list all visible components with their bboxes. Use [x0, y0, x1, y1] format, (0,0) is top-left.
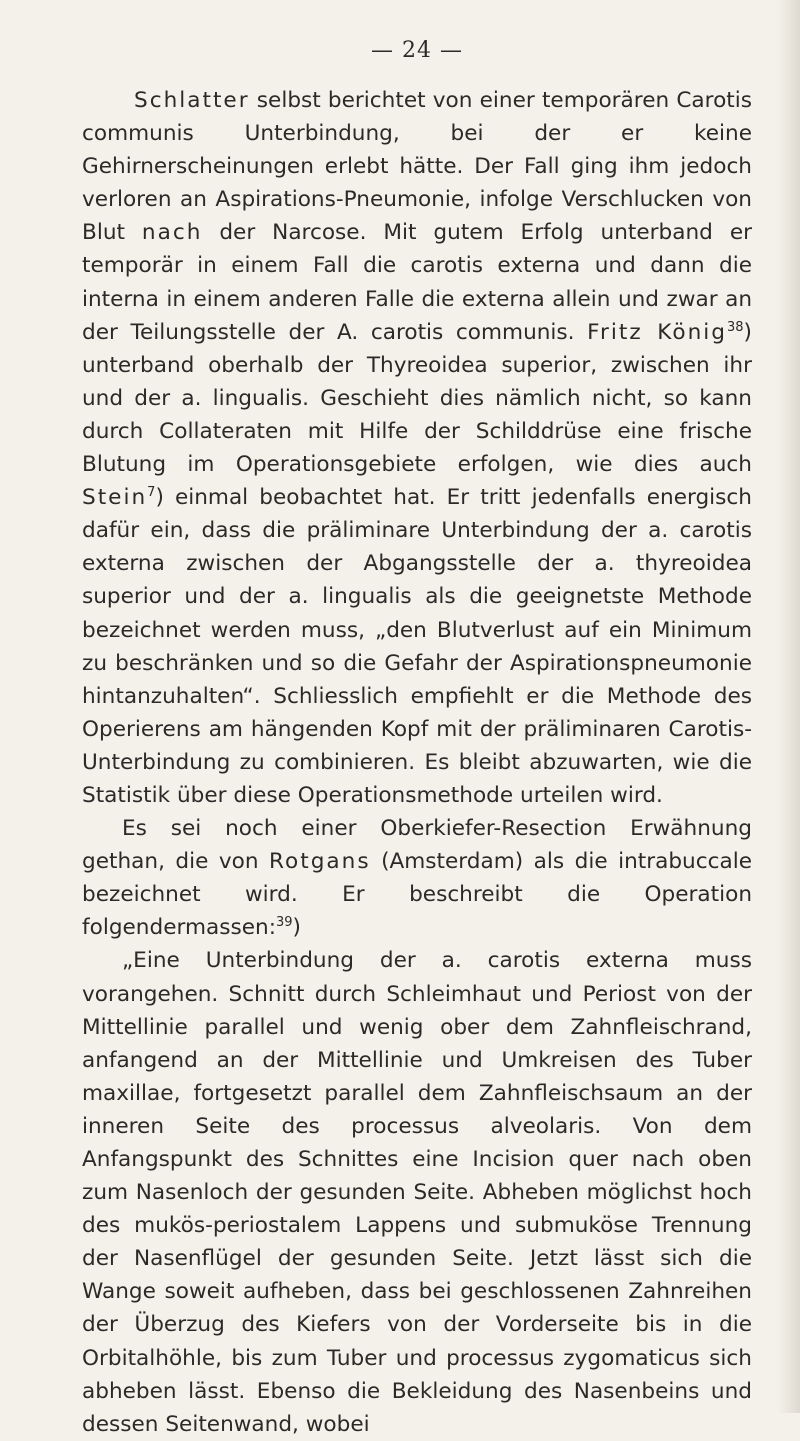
footnote-ref: 39	[276, 915, 293, 931]
text-run: ) unterband oberhalb der Thyreoidea superior, zwischen ihr und der a. lingualis. Geschieht dies nämlich nicht, so kann durch Collateraten mit Hilfe der Schilddrüse eine frische Blutung im Operationsgebiete erfolgen, wie dies auch	[82, 319, 752, 478]
text-run: „Eine Unterbindung der a. carotis externa muss vorangehen. Schnitt durch Schleimhaut und Periost von der Mittellinie parallel und wenig ober dem Zahnfleischrand, anfangend an der Mittellinie und Umkreisen des Tuber maxillae, fortgesetzt parallel dem Zahnfleischsaum an der inneren Seite des processus alveolaris. Von dem Anfangspunkt des Schnittes eine Incision quer nach oben zum Nasenloch der gesunden Seite. Abheben möglichst hoch des mukös-periostalem Lappens und submuköse Trennung der Nasenflügel der gesunden Seite. Jetzt lässt sich die Wange soweit aufheben, dass bei geschlossenen Zahnreihen der Überzug des Kiefers von der Vorderseite bis in die Orbitalhöhle, bis zum Tuber und processus zygomaticus sich abheben lässt. Ebenso die Bekleidung des Nasenbeins und dessen Seitenwand, wobei	[82, 948, 752, 1437]
paragraph-2	[82, 812, 752, 944]
name-spaced: nach	[141, 220, 203, 246]
name-spaced: Stein	[82, 485, 148, 511]
text-run: selbst berichtet von einer temporären Carotis communis Unterbindung, bei der er keine Gehirnerscheinungen erlebt hätte. Der Fall ging ihm jedoch verloren an Aspirations-Pneumonie, infolge Verschlucken von Blut	[82, 88, 752, 246]
paragraph-3	[82, 944, 752, 1440]
page-number: — 24 —	[371, 38, 463, 63]
footnote-ref: 7	[147, 484, 156, 500]
body-text	[82, 84, 752, 1441]
text-run: Es sei noch einer Oberkiefer-Resection Erwähnung gethan, die von	[82, 816, 752, 875]
paragraph-1	[82, 84, 752, 812]
text-run: (Amsterdam) als die intrabuccale bezeichnet wird. Er beschreibt die Operation folgendermassen:	[82, 849, 753, 941]
name-spaced: Schlatter	[134, 88, 250, 113]
text-run: ) einmal beobachtet hat. Er tritt jedenfalls energisch dafür ein, dass die präliminare Unterbindung der a. carotis externa zwischen der Abgangsstelle der a. thyreoidea superior und der a. lingualis als die geeignetste Methode bezeichnet werden muss, „den Blutverlust auf ein Minimum zu beschränken und so die Gefahr der Aspirationspneumonie hintanzuhalten“. Schliesslich empfiehlt er die Methode des Operierens am hängenden Kopf mit der präliminaren Carotis-Unterbindung zu combinieren. Es bleibt abzuwarten, wie die Statistik über diese Operationsmethode urteilen wird.	[82, 485, 752, 808]
text-run: )	[292, 915, 301, 941]
footnote-ref: 38	[727, 319, 744, 335]
text-run: der Narcose. Mit gutem Erfolg unterband er temporär in einem Fall die carotis externa und dann die interna in einem anderen Falle die externa allein und zwar an der Teilungsstelle der A. carotis communis.	[82, 220, 752, 345]
name-spaced: Fritz König	[587, 319, 727, 345]
name-spaced: Rotgans	[269, 849, 371, 875]
